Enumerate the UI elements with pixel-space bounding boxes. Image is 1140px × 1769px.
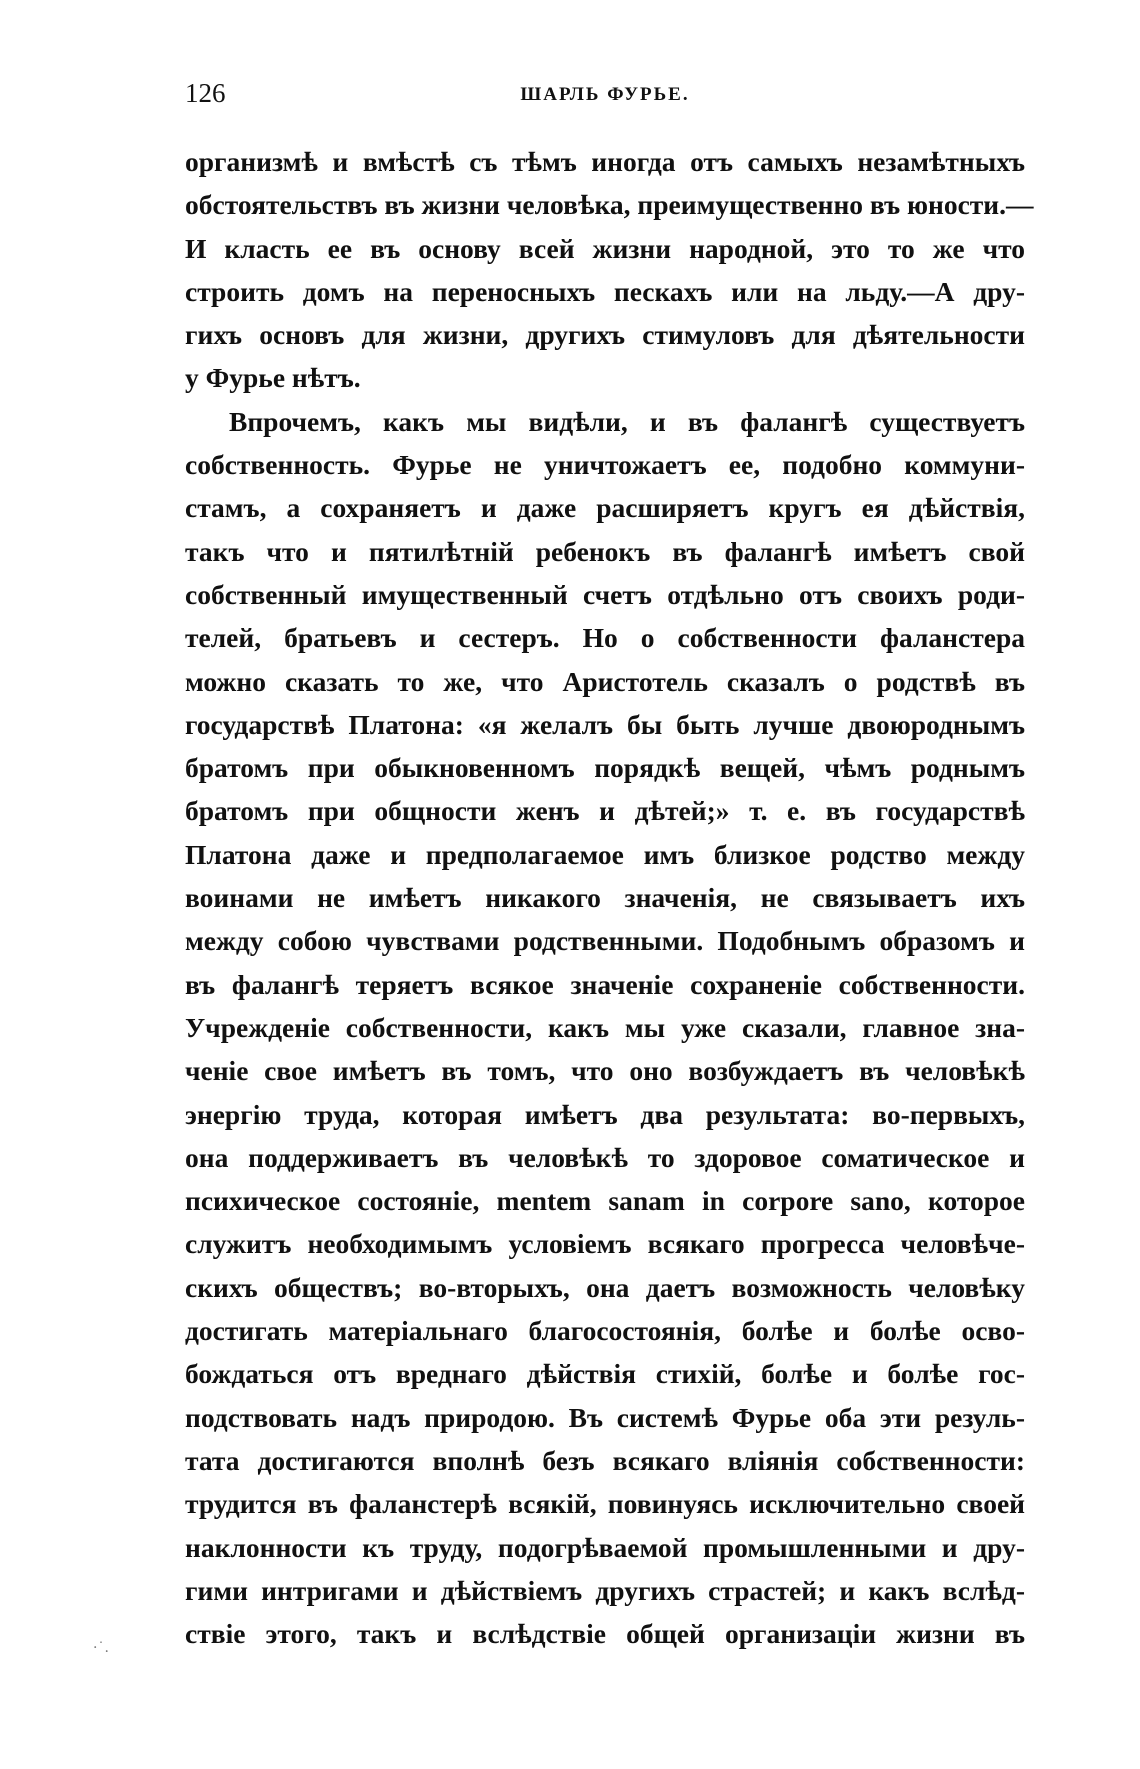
text-line: воинами не имѣетъ никакого значенія, не связываетъ ихъ <box>185 882 1025 914</box>
text-line: въ фалангѣ теряетъ всякое значеніе сохраненіе собственности. <box>185 968 1025 1000</box>
text-line: достигать матеріальнаго благосостоянія, болѣе и болѣе осво- <box>185 1315 1025 1347</box>
text-line: братомъ при обыкновенномъ порядкѣ вещей, чѣмъ роднымъ <box>185 752 1025 784</box>
text-line: собственный имущественный счетъ отдѣльно отъ своихъ роди- <box>185 578 1025 610</box>
text-line: скихъ обществъ; во-вторыхъ, она даетъ возможность человѣку <box>185 1271 1025 1303</box>
text-line: подствовать надъ природою. Въ системѣ Фурье оба эти резуль- <box>185 1401 1025 1433</box>
text-line: служитъ необходимымъ условіемъ всякаго прогресса человѣче- <box>185 1228 1025 1260</box>
text-line: гихъ основъ для жизни, другихъ стимуловъ для дѣятельности <box>185 319 1025 351</box>
text-line: гими интригами и дѣйствіемъ другихъ страстей; и какъ вслѣд- <box>185 1574 1025 1606</box>
text-line: телей, братьевъ и сестеръ. Но о собственности фаланстера <box>185 622 1025 654</box>
page-header <box>185 78 1025 118</box>
body-text <box>185 140 1034 1655</box>
text-line: Впрочемъ, какъ мы видѣли, и въ фалангѣ существуетъ <box>229 405 1025 437</box>
text-line: ченіе свое имѣетъ въ томъ, что оно возбуждаетъ въ человѣкѣ <box>185 1055 1025 1087</box>
text-line: строить домъ на переносныхъ пескахъ или на льду.—А дру- <box>185 275 1025 307</box>
text-line: такъ что и пятилѣтній ребенокъ въ фалангѣ имѣетъ свой <box>185 535 1025 567</box>
page-number: 126 <box>185 78 226 108</box>
text-line: государствѣ Платона: «я желалъ бы быть лучше двоюроднымъ <box>185 708 1025 740</box>
text-line: трудится въ фаланстерѣ всякій, повинуясь исключительно своей <box>185 1488 1025 1520</box>
text-line: у Фурье нѣтъ. <box>185 362 361 394</box>
text-line: энергію труда, которая имѣетъ два результата: во-первыхъ, <box>185 1098 1025 1130</box>
text-line: тата достигаются вполнѣ безъ всякаго вліянія собственности: <box>185 1444 1025 1476</box>
text-line: И класть ее въ основу всей жизни народной, это то же что <box>185 232 1025 264</box>
text-line: психическое состояніе, mentem sanam in corpore sano, которое <box>185 1185 1025 1217</box>
text-line: Платона даже и предполагаемое имъ близкое родство между <box>185 838 1025 870</box>
text-line: наклонности къ труду, подогрѣваемой промышленными и дру- <box>185 1531 1025 1563</box>
text-line: обстоятельствъ въ жизни человѣка, преимущественно въ юности.— <box>185 189 1034 221</box>
text-line: она поддерживаетъ въ человѣкѣ то здоровое соматическое и <box>185 1141 1025 1173</box>
text-line: собственность. Фурье не уничтожаетъ ее, подобно коммуни- <box>185 449 1025 481</box>
text-line: организмѣ и вмѣстѣ съ тѣмъ иногда отъ самыхъ незамѣтныхъ <box>185 146 1025 177</box>
text-line: бождаться отъ вреднаго дѣйствія стихій, болѣе и болѣе гос- <box>185 1358 1025 1390</box>
scan-speck: ·˙. <box>93 1640 109 1656</box>
text-line: между собою чувствами родственными. Подобнымъ образомъ и <box>185 925 1025 957</box>
text-line: Учрежденіе собственности, какъ мы уже сказали, главное зна- <box>185 1011 1025 1043</box>
running-title: ШАРЛЬ ФУРЬЕ. <box>520 84 690 105</box>
text-line: ствіе этого, такъ и вслѣдствіе общей организаціи жизни въ <box>185 1618 1025 1650</box>
text-line: братомъ при общности женъ и дѣтей;» т. е. въ государствѣ <box>185 795 1025 827</box>
text-line: можно сказать то же, что Аристотель сказалъ о родствѣ въ <box>185 665 1025 697</box>
text-line: стамъ, а сохраняетъ и даже расширяетъ кругъ ея дѣйствія, <box>185 492 1025 524</box>
